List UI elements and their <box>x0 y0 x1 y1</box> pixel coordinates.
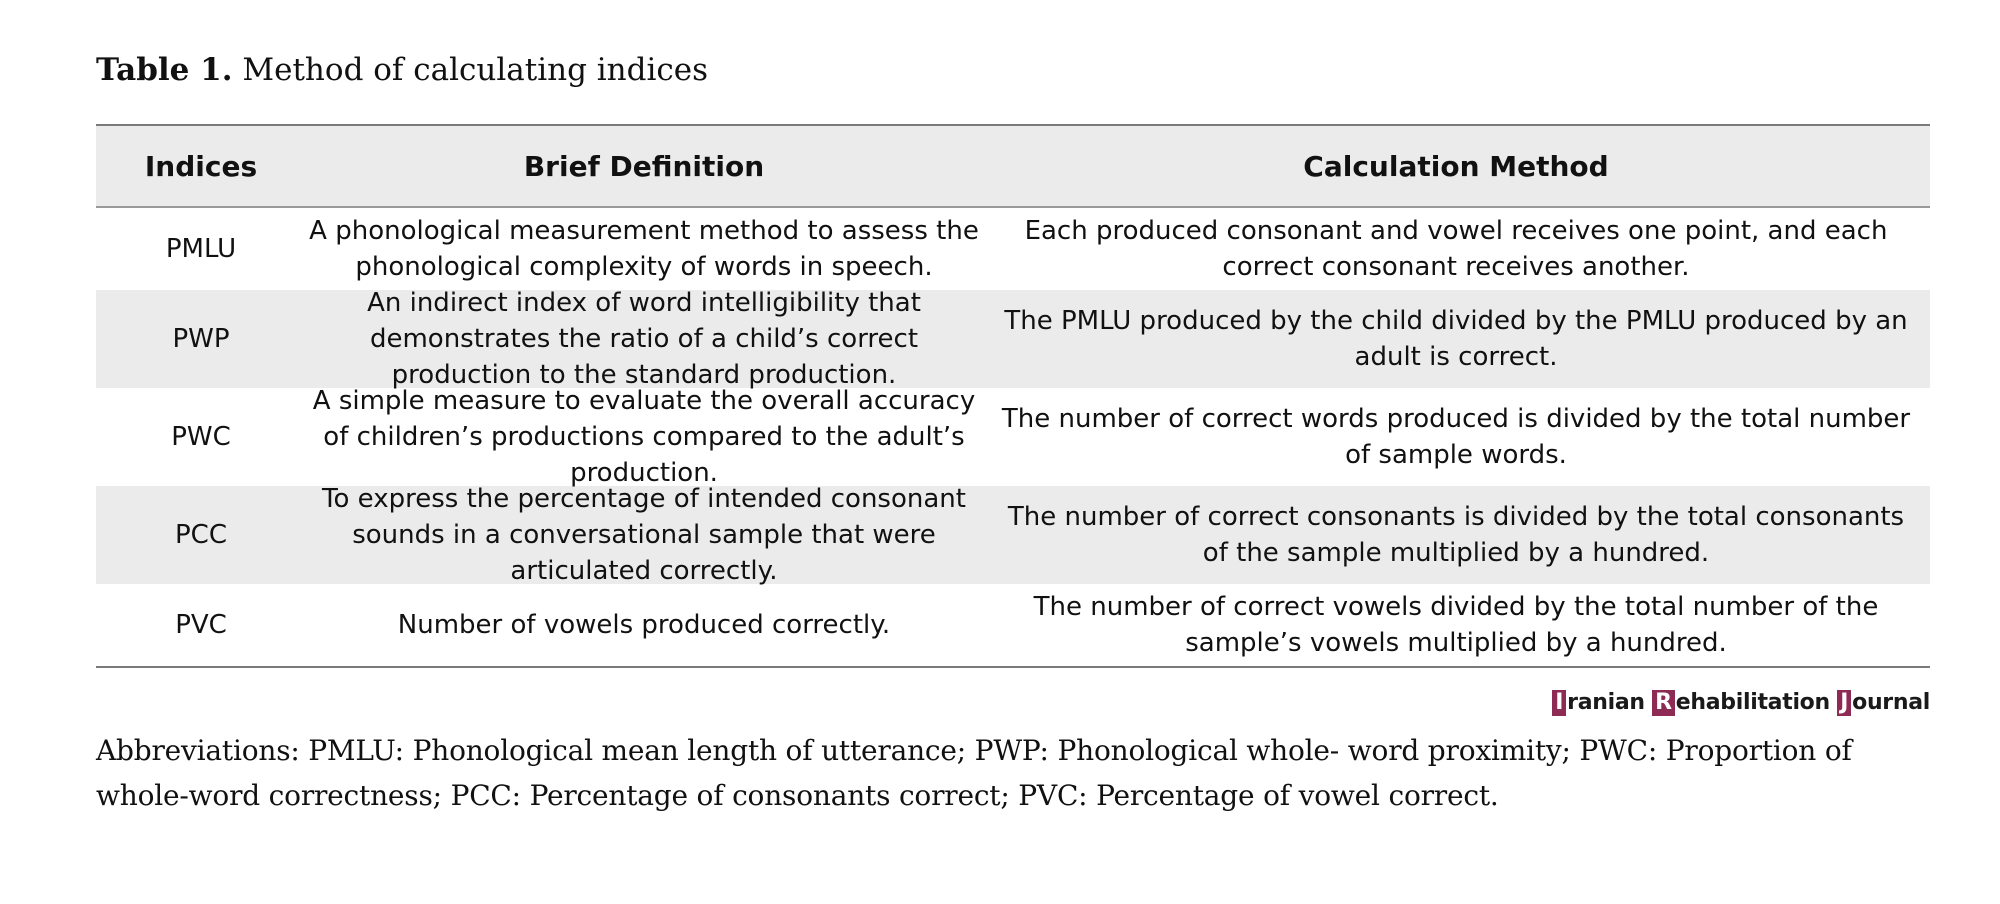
logo-word: ranian <box>1567 690 1645 715</box>
journal-logo <box>1552 690 1930 716</box>
header-calculation-method: Calculation Method <box>1303 149 1609 183</box>
table-row <box>96 486 1930 584</box>
table-row <box>96 208 1930 290</box>
cell-definition: To express the percentage of intended consonant sounds in a conversational sample that were articulated correctly. <box>322 484 966 586</box>
abbreviations-note: Abbreviations: PMLU: Phonological mean length of utterance; PWP: Phonological whole- word proximity; PWC: Proportion of whole-word correctness; PCC: Percentage of consonants correct; PVC: Percentage of vowel correct. <box>96 734 1852 812</box>
table-row <box>96 290 1930 388</box>
logo-initial: R <box>1652 690 1675 716</box>
cell-method: The number of correct words produced is divided by the total number of sample words. <box>1001 404 1911 470</box>
cell-definition: An indirect index of word intelligibility that demonstrates the ratio of a child’s correct production to the standard production. <box>367 288 921 390</box>
cell-index: PMLU <box>165 234 237 264</box>
cell-definition: A phonological measurement method to assess the phonological complexity of words in speech. <box>309 216 979 282</box>
logo-word: ournal <box>1852 690 1930 715</box>
cell-method: The number of correct consonants is divided by the total consonants of the sample multiplied by a hundred. <box>1007 502 1905 568</box>
cell-method: The PMLU produced by the child divided by the PMLU produced by an adult is correct. <box>1004 306 1908 372</box>
table-row <box>96 388 1930 486</box>
cell-definition: Number of vowels produced correctly. <box>397 610 891 640</box>
table-row <box>96 584 1930 666</box>
cell-index: PCC <box>175 520 227 550</box>
cell-method: Each produced consonant and vowel receives one point, and each correct consonant receives another. <box>1024 216 1888 282</box>
header-indices: Indices <box>144 149 258 183</box>
cell-index: PWC <box>171 422 231 452</box>
logo-word: ehabilitation <box>1675 690 1830 715</box>
cell-definition: A simple measure to evaluate the overall accuracy of children’s productions compared to the adult’s production. <box>312 386 976 488</box>
table-title: Method of calculating indices <box>242 52 709 88</box>
cell-index: PWP <box>172 324 230 354</box>
cell-method: The number of correct vowels divided by the total number of the sample’s vowels multiplied by a hundred. <box>1033 592 1879 658</box>
cell-index: PVC <box>175 610 227 640</box>
table-header-row <box>96 126 1930 208</box>
logo-initial: I <box>1552 690 1566 716</box>
table-number: Table 1. <box>96 52 233 88</box>
indices-table <box>96 124 1930 668</box>
table-caption <box>96 48 708 92</box>
logo-initial: J <box>1837 690 1851 716</box>
header-brief-definition: Brief Definition <box>523 149 765 183</box>
